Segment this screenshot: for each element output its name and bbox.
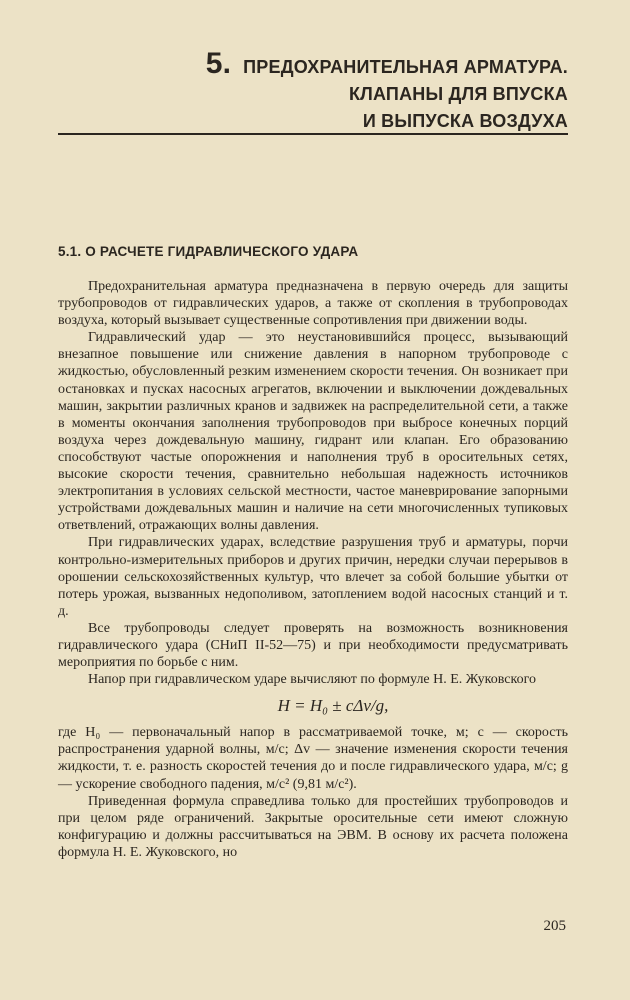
chapter-number: 5. (205, 47, 232, 80)
body-text (58, 278, 568, 861)
chapter-title-line-1 (60, 47, 568, 81)
paragraph: Предохранительная арматура предназначена в первую очередь для защиты трубопроводов от гидравлических ударов, а также от скопления в трубопроводах воздуха, который вызывает существенные сопротивления при движении воды. (58, 279, 568, 329)
paragraph: При гидравлических ударах, вследствие разрушения труб и арматуры, порчи контрольно-измерительных приборов и других причин, нередки случаи перерывов в орошении сельскохозяйственных культур, что влечет за собой большие убытки от потерь урожая, вызванных недополивом, затоплением водой насосных станций и т. д. (58, 535, 568, 619)
chapter-title-line-2: КЛАПАНЫ ДЛЯ ВПУСКА (348, 84, 568, 104)
chapter-title-part-1: ПРЕДОХРАНИТЕЛЬНАЯ АРМАТУРА. (243, 57, 568, 77)
page-number: 205 (543, 918, 566, 934)
paragraph: Гидравлический удар — это неустановившийся процесс, вызывающий внезапное повышение или снижение давления в напорном трубопроводе с жидкостью, обусловленный резким изменением скорости течения. Он возникает при остановках и пусках насосных агрегатов, включении и выключении дождевальных машин, закрытии различных кранов и задвижек на распределительной сети, а также в моменты окончания заполнения трубопроводов при выбросе конечных порций воздуха через дождевальную машину, гидрант или клапан. Его образованию способствуют частые опорожнения и наполнения труб в оросительных сетях, высокие скорости течения, сравнительно небольшая надежность источников электропитания в условиях сельской местности, частое маневрирование запорными устройствами дождевальных машин и наличие на сети многочисленных тупиковых ответвлений, отражающих волны давления. (58, 330, 568, 534)
paragraph: Все трубопроводы следует проверять на возможность возникновения гидравлического удара (СНиП II-52—75) и при необходимости предусматривать мероприятия по борьбе с ним. (58, 620, 568, 671)
chapter-divider (58, 133, 568, 135)
paragraph: Приведенная формула справедлива только для простейших трубопроводов и при целом ряде ограничений. Закрытые оросительные сети имеют сложную конфигурацию и должны рассчитываться на ЭВМ. В основу их расчета положена формула Н. Е. Жуковского, но (58, 793, 568, 860)
chapter-title-line-3: И ВЫПУСКА ВОЗДУХА (362, 111, 568, 131)
paragraph: где H₀ — первоначальный напор в рассматриваемой точке, м; c — скорость распространения ударной волны, м/с; Δv — значение изменения скорости течения жидкости, т. е. разность скоростей течения до и после гидравлического удара, м/с; g — ускорение свободного падения, м/с² (9,81 м/с²). (58, 725, 568, 792)
paragraph: Напор при гидравлическом ударе вычисляют по формуле Н. Е. Жуковского (88, 672, 536, 688)
section-heading: 5.1. О РАСЧЕТЕ ГИДРАВЛИЧЕСКОГО УДАРА (58, 244, 359, 259)
chapter-heading (60, 47, 568, 135)
zhukovsky-formula: H = H₀ ± cΔv/g, (277, 696, 389, 716)
